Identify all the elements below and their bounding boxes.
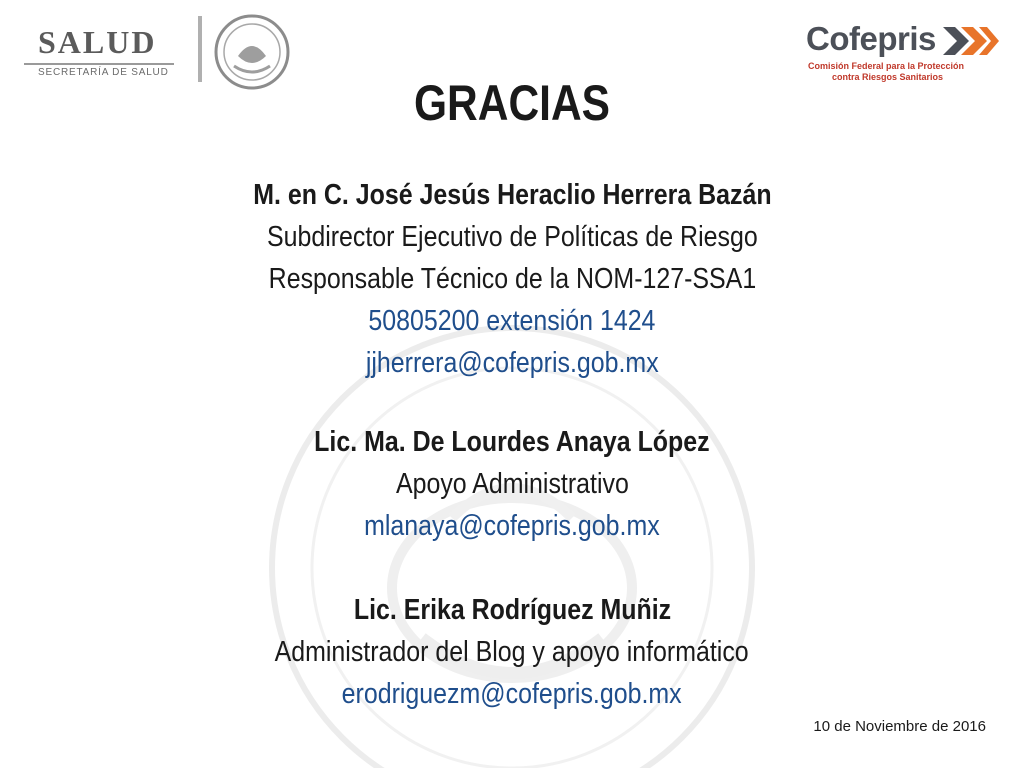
- contact-email-link[interactable]: mlanaya@cofepris.gob.mx: [364, 510, 660, 542]
- cofepris-subtitle-line1: Comisión Federal para la Protección: [808, 61, 965, 71]
- contact-email-link[interactable]: jjherrera@cofepris.gob.mx: [365, 347, 659, 379]
- salud-logo-rule: [24, 63, 174, 65]
- page-title: GRACIAS: [413, 75, 610, 131]
- salud-logo-subtitle: SECRETARÍA DE SALUD: [38, 67, 169, 78]
- contact-email-link[interactable]: erodriguezm@cofepris.gob.mx: [342, 678, 682, 710]
- contact-role: Subdirector Ejecutivo de Políticas de Riesgo: [266, 221, 758, 253]
- salud-logo: [20, 22, 180, 82]
- contact-role: Apoyo Administrativo: [395, 468, 629, 500]
- contact-phone: 50805200 extensión 1424: [368, 305, 656, 337]
- contact-role-secondary: Responsable Técnico de la NOM-127-SSA1: [268, 263, 756, 295]
- contact-card: [0, 174, 1024, 384]
- contact-name: M. en C. José Jesús Heraclio Herrera Bazán: [252, 179, 772, 211]
- contact-name: Lic. Erika Rodríguez Muñiz: [353, 594, 671, 626]
- cofepris-subtitle-line2: contra Riesgos Sanitarios: [832, 72, 944, 82]
- chevron-arrows-icon: [941, 24, 1001, 58]
- contact-name: Lic. Ma. De Lourdes Anaya López: [314, 426, 710, 458]
- contact-card: [0, 421, 1024, 547]
- salud-logo-word: SALUD: [38, 24, 157, 60]
- contact-card: [0, 589, 1024, 715]
- logo-divider: [198, 16, 202, 82]
- slide-date: 10 de Noviembre de 2016: [813, 718, 986, 735]
- cofepris-logo-word: Cofepris: [806, 20, 936, 57]
- contact-role: Administrador del Blog y apoyo informático: [274, 636, 750, 668]
